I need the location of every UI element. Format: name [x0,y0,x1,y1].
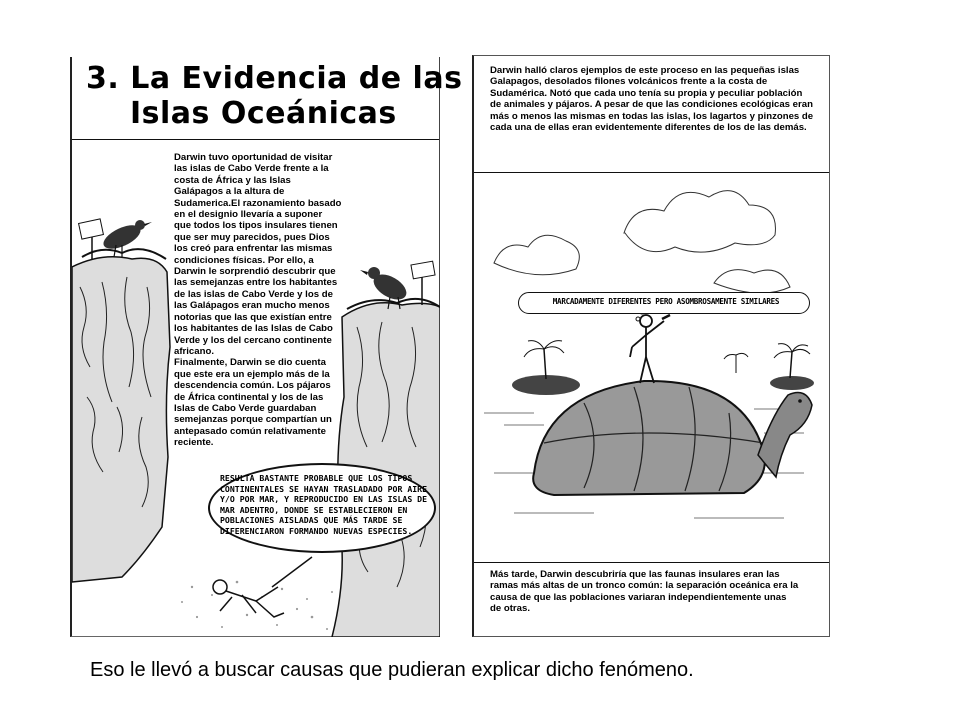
tortoise-island-illustration [474,173,830,563]
left-page-body-text: Darwin tuvo oportunidad de visitar las islas de Cabo Verde frente a la costa de África y las Islas Galápagos a la altura de Sudamerica.El razonamiento basado en el designio llevaría a suponer que todos los tipos insulares tienen que ser muy parecidos, pues Dios los creó para enfrentar las mismas condiciones físicas. Por ello, a Darwin le sorprendió descubrir que las semejanzas entre los habitantes de las islas de Cabo Verde y los de las Galápagos eran mucho menos notorias que las que existían entre los habitantes de las Islas de Cabo Verde y los del cercano continente africano. Finalmente, Darwin se dio cuenta que este era un ejemplo más de la descendencia común. Los pájaros de África continental y los de las Islas de Cabo Verde guardaban semejanzas porque compartían un antepasado común relativamente reciente. [174,152,342,449]
right-comic-page [472,55,830,637]
palm-island-left [512,341,580,395]
giant-tortoise [533,381,812,495]
darwin-figure [630,315,670,383]
page-title-line-2: Islas Oceánicas [130,96,397,131]
left-comic-page [70,57,463,637]
right-page-top-text: Darwin halló claros ejemplos de este proceso en las pequeñas islas Galapagos, desolados filones volcánicos frente a la costa de Sudamérica. Notó que cada uno tenía su propia y peculiar población de animales y pájaros. A pesar de que las condiciones ecológicas eran más o menos las mismas en todas las islas, los lagartos y pinzones de cada una de ellas eran evidentemente diferentes de los de las demás. [490,65,814,134]
page-title-line-1: 3. La Evidencia de las [86,61,463,96]
right-page-bottom-text: Más tarde, Darwin descubriría que las faunas insulares eran las ramas más altas de un tronco común: la separación oceánica era la causa de que las poblaciones variaran independientemente unas de otras. [490,569,799,615]
bottom-panel-divider [474,562,829,563]
speech-bubble-text: RESULTA BASTANTE PROBABLE QUE LOS TIPOS CONTINENTALES SE HAYAN TRASLADADO POR AIRE Y/O POR MAR, Y REPRODUCIDO EN LAS ISLAS DE MAR ADENTRO, DONDE SE ESTABLECIERON EN POBLACIONES AISLADAS QUE MÁS TARDE SE DIFERENCIARON FORMANDO NUEVAS ESPECIES. [220,473,428,536]
thought-bubble-text: MARCADAMENTE DIFERENTES PERO ASOMBROSAMENTE SIMILARES [552,297,780,306]
palm-island-right [724,344,814,390]
slide-caption: Eso le llevó a buscar causas que pudieran explicar dicho fenómeno. [90,659,694,681]
title-divider [72,139,439,140]
